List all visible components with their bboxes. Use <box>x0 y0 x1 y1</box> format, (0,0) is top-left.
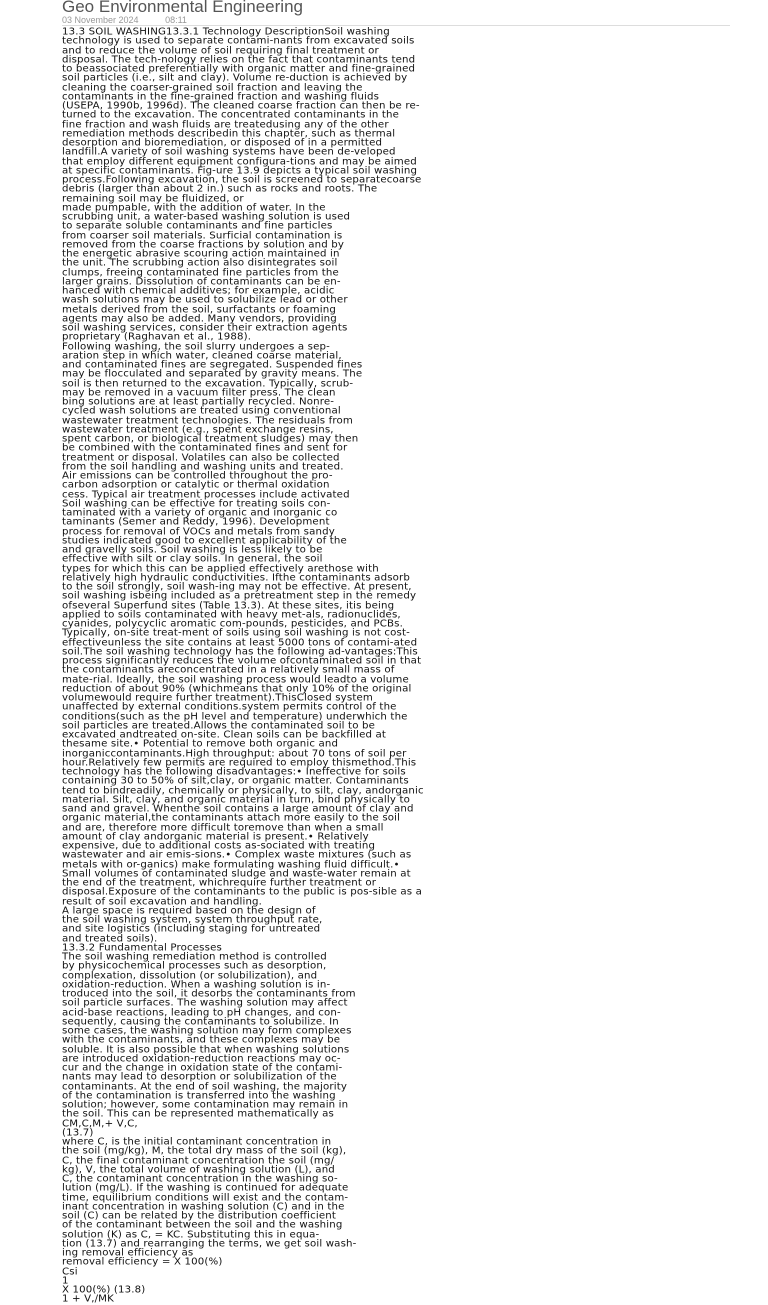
text-line: scrubbing unit, a water-based washing solution is used <box>62 212 351 223</box>
text-line: technology has the following disadvantages:• Ineffective for soils <box>62 767 406 778</box>
text-line: and to reduce the volume of soil requiring final treatment or <box>62 45 379 56</box>
text-line: wastewater and air emis-sions.• Complex waste mixtures (such as <box>62 850 412 861</box>
text-line: soil particles (i.e., silt and clay). Volume re-duction is achieved by <box>62 73 408 84</box>
text-line: be combined with the contaminated fines and sent for <box>62 443 348 454</box>
text-line: spent carbon, or biological treatment sludges) may then <box>62 434 359 445</box>
text-line: sand and gravel. Whenthe soil contains a large amount of clay and <box>62 804 414 815</box>
text-line: disposal.Exposure of the contaminants to the public is pos-sible as a <box>62 887 423 898</box>
text-line: containing 30 to 50% of silt,clay, or organic matter. Contaminants <box>62 776 409 787</box>
text-line: cess. Typical air treatment processes include activated <box>62 489 350 500</box>
text-line: the soil. This can be represented mathematically as <box>62 1109 334 1120</box>
text-line: Following washing, the soil slurry undergoes a sep- <box>62 341 330 352</box>
text-line: may be flocculated and separated by gravity means. The <box>62 369 363 380</box>
text-line: of the contamination is transferred into the washing <box>62 1090 336 1102</box>
text-line: X 100(%) (13.8) <box>62 1285 146 1296</box>
text-line: wash solutions may be used to solubilize lead or other <box>62 295 348 306</box>
text-line: soil is then returned to the excavation. Typically, scrub- <box>62 378 354 389</box>
text-line: by physicochemical processes such as desorption, <box>62 961 327 972</box>
text-line: the unit. The scrubbing action also disintegrates soil <box>62 258 338 269</box>
text-line: process for removal of VOCs and metals from sandy <box>62 526 335 537</box>
text-line: result of soil excavation and handling. <box>62 896 263 907</box>
text-line: C, the final contaminant concentration the soil (mg/ <box>62 1155 335 1166</box>
text-line: sequently, causing the contaminants to solubilize. In <box>62 1016 339 1028</box>
text-line: and treated soils). <box>62 933 158 944</box>
text-line: soluble. It is also possible that when washing solutions <box>62 1044 350 1055</box>
text-line: disposal. The tech-nology relies on the fact that contaminants tend <box>62 54 416 66</box>
text-line: soil (C) can be related by the distribution coefficient <box>62 1211 337 1222</box>
text-line: applied to soils contaminated with heavy met-als, radionuclides, <box>62 609 401 621</box>
text-line: proprietary (Raghavan et al., 1988). <box>62 332 252 343</box>
text-line: cur and the change in oxidation state of the contami- <box>62 1063 343 1074</box>
text-line: debris (larger than about 2 in.) such as rocks and roots. The <box>62 184 378 195</box>
text-line: and gravelly soils. Soil washing is less likely to be <box>62 545 323 556</box>
text-line: organic material,the contaminants attach more easily to the soil <box>62 813 401 824</box>
text-line: types for which this can be applied effectively arethose with <box>62 563 379 574</box>
text-line: removal efficiency = X 100(%) <box>62 1257 223 1268</box>
text-line: excavated andtreated on-site. Clean soils can be backfilled at <box>62 730 387 741</box>
text-line: A large space is required based on the design of <box>62 905 316 917</box>
text-line: may be removed in a vacuum filter press. The clean <box>62 387 336 399</box>
text-line: expensive, due to additional costs as-sociated with treating <box>62 841 376 852</box>
text-line: metals with or-ganics) make formulating washing fluid difficult.• <box>62 859 400 870</box>
text-line: 13.3.2 Fundamental Processes <box>62 942 222 954</box>
text-line: wastewater treatment (e.g., spent exchange resins, <box>62 424 334 436</box>
text-line: desorption and bioremediation, or disposed of in a permitted <box>62 138 383 149</box>
post-time: 08:11 <box>165 15 187 25</box>
text-line: oxidation-reduction. When a washing solution is in- <box>62 979 331 991</box>
text-line: (13.7) <box>62 1127 94 1139</box>
text-line: wastewater treatment technologies. The residuals from <box>62 415 353 426</box>
text-line: clumps, freeing contaminated fine particles from the <box>62 267 339 278</box>
text-line: soil.The soil washing technology has the following ad-vantages:This <box>62 646 418 658</box>
text-line: volumewould require further treatment).ThisClosed system <box>62 693 373 704</box>
text-line: removed from the coarse fractions by solution and by <box>62 239 345 251</box>
text-line: fine fraction and wash fluids are treatedusing any of the other <box>62 119 389 130</box>
text-line: contaminants in the fine-grained fraction and washing fluids <box>62 91 380 103</box>
text-line: nants may lead to desorption or solubilization of the <box>62 1072 337 1083</box>
text-line: at specific contaminants. Fig-ure 13.9 depicts a typical soil washing <box>62 165 418 177</box>
text-line: bing solutions are at least partially recycled. Nonre- <box>62 397 335 408</box>
text-line: soil washing isbeing included as a pretreatment step in the remedy <box>62 591 417 602</box>
text-line: of the contaminant between the soil and the washing <box>62 1220 343 1231</box>
text-line: the soil washing system, system throughput rate, <box>62 915 323 926</box>
text-line: thesame site.• Potential to remove both organic and <box>62 739 339 750</box>
text-line: solution (K) as C, = KC. Substituting this in equa- <box>62 1229 320 1240</box>
post-date: 03 November 2024 <box>62 15 139 25</box>
text-line: studies indicated good to excellent applicability of the <box>62 535 347 547</box>
header-divider <box>62 25 730 26</box>
text-line: and site logistics (including staging for untreated <box>62 924 321 935</box>
text-line: mate-rial. Ideally, the soil washing process would leadto a volume <box>62 674 409 685</box>
text-line: (USEPA, 1990b, 1996d). The cleaned coarse fraction can then be re- <box>62 101 420 112</box>
text-line: cyanides, polycyclic aromatic com-pounds, pesticides, and PCBs. <box>62 619 404 630</box>
text-line: the end of the treatment, whichrequire further treatment or <box>62 878 377 889</box>
text-line: tend to bindreadily, chemically or physically, to silt, clay, andorganic <box>62 785 424 796</box>
text-line: tion (13.7) and rearranging the terms, we get soil wash- <box>62 1238 357 1250</box>
text-line: conditions(such as the pH level and temperature) underwhich the <box>62 711 408 722</box>
text-line: 1 + V,/MK <box>62 1294 114 1305</box>
text-line: 13.3 SOIL WASHING13.3.1 Technology DescriptionSoil washing <box>62 27 390 38</box>
text-line: that employ different equipment configura-tions and may be aimed <box>62 156 417 167</box>
text-line: to separate soluble contaminants and fine particles <box>62 221 333 232</box>
text-line: Air emissions can be controlled throughout the pro- <box>62 471 333 482</box>
text-line: taminants (Semer and Reddy, 1996). Development <box>62 517 330 528</box>
text-line: C, the contaminant concentration in the washing so- <box>62 1174 338 1185</box>
document-body <box>62 27 738 1305</box>
text-line: 1 <box>62 1275 69 1287</box>
text-line: troduced into the soil, it desorbs the contaminants from <box>62 989 356 1000</box>
text-line: The soil washing remediation method is controlled <box>62 952 327 963</box>
text-line: the soil (mg/kg), M, the total dry mass of the soil (kg), <box>62 1146 347 1157</box>
text-line: to beassociated preferentially with organic matter and fine-grained <box>62 64 416 75</box>
text-line: and contaminated fines are segregated. Suspended fines <box>62 360 363 371</box>
text-line: process.Following excavation, the soil is screened to separatecoarse <box>62 175 422 186</box>
text-line: cycled wash solutions are treated using conventional <box>62 406 341 417</box>
text-line: effectiveunless the site contains at least 5000 tons of contami-ated <box>62 637 418 648</box>
text-line: reduction of about 90% (whichmeans that only 10% of the original <box>62 683 412 695</box>
text-line: soil particle surfaces. The washing solution may affect <box>62 998 348 1009</box>
text-line: inant concentration in washing solution (C) and in the <box>62 1201 345 1213</box>
text-line: taminated with a variety of organic and inorganic co <box>62 508 338 519</box>
text-line: aration step in which water, cleaned coarse material, <box>62 350 342 362</box>
text-line: Small volumes of contaminated sludge and waste-water remain at <box>62 868 411 880</box>
text-line: acid-base reactions, leading to pH changes, and con- <box>62 1007 341 1018</box>
text-line: metals derived from the soil, surfactants or foaming <box>62 304 336 315</box>
text-line: hanced with chemical additives; for example, acidic <box>62 286 335 297</box>
text-line: with the contaminants, and these complexes may be <box>62 1035 341 1046</box>
text-line: complexation, dissolution (or solubilization), and <box>62 970 318 981</box>
text-line: material. Silt, clay, and organic material in turn, bind physically to <box>62 794 410 806</box>
text-line: amount of clay andorganic material is present.• Relatively <box>62 831 369 843</box>
text-line: inorganiccontaminants.High throughput: about 70 tons of soil per <box>62 748 407 759</box>
text-line: carbon adsorption or catalytic or thermal oxidation <box>62 480 330 491</box>
text-line: hour.Relatively few permits are required to employ thismethod.This <box>62 757 417 769</box>
text-line: and are, therefore more difficult toremove than when a small <box>62 822 384 833</box>
text-line: landfill.A variety of soil washing systems have been de-veloped <box>62 147 396 158</box>
text-line: kg), V, the total volume of washing solution (L), and <box>62 1164 335 1176</box>
text-line: solution; however, some contamination may remain in <box>62 1100 349 1111</box>
text-line: treatment or disposal. Volatiles can also be collected <box>62 452 340 463</box>
text-line: to the soil strongly, soil wash-ing may not be effective. At present, <box>62 582 412 593</box>
text-line: contaminants. At the end of soil washing, the majority <box>62 1081 348 1092</box>
text-line: where C, is the initial contaminant concentration in <box>62 1137 332 1148</box>
text-line: made pumpable, with the addition of water. In the <box>62 202 326 214</box>
text-line: from the soil handling and washing units and treated. <box>62 461 344 473</box>
text-line: the energetic abrasive scouring action maintained in <box>62 249 340 260</box>
text-line: Soil washing can be effective for treating soils con- <box>62 498 331 510</box>
text-line: soil washing services, consider their extraction agents <box>62 323 348 334</box>
text-line: Typically, on-site treat-ment of soils using soil washing is not cost- <box>62 628 410 639</box>
post-meta <box>62 15 187 25</box>
text-line: soil particles are treated.Allows the contaminated soil to be <box>62 720 375 732</box>
text-line: remediation methods describedin this chapter, such as thermal <box>62 128 396 140</box>
text-line: technology is used to separate contami-nants from excavated soils <box>62 36 415 47</box>
text-line: relatively high hydraulic conductivities. Ifthe contaminants adsorb <box>62 572 410 584</box>
text-line: some cases, the washing solution may form complexes <box>62 1026 352 1037</box>
text-line: effective with silt or clay soils. In general, the soil <box>62 554 323 565</box>
text-line: ing removal efficiency as <box>62 1248 194 1259</box>
text-line: ofseveral Superfund sites (Table 13.3). At these sites, itis being <box>62 600 395 611</box>
text-line: from coarser soil materials. Surficial contamination is <box>62 230 343 241</box>
text-line: time, equilibrium conditions will exist and the contam- <box>62 1192 349 1203</box>
text-line: Csi <box>62 1266 78 1277</box>
text-line: lution (mg/L). If the washing is continued for adequate <box>62 1183 349 1194</box>
text-line: the contaminants areconcentrated in a relatively small mass of <box>62 665 395 676</box>
page-title: Geo Environmental Engineering <box>62 0 303 16</box>
text-line: unaffected by external conditions.system permits control of the <box>62 702 397 713</box>
text-line: larger grains. Dissolution of contaminants can be en- <box>62 276 341 288</box>
text-line: remaining soil may be fluidized, or <box>62 193 244 204</box>
text-line: CM,C,M,+ V,C, <box>62 1118 138 1129</box>
text-line: turned to the excavation. The concentrated contaminants in the <box>62 110 400 121</box>
text-line: agents may also be added. Many vendors, providing <box>62 313 337 325</box>
text-line: process significantly reduces the volume ofcontaminated soil in that <box>62 656 422 667</box>
text-line: cleaning the coarser-grained soil fraction and leaving the <box>62 82 363 93</box>
text-line: are introduced oxidation-reduction reactions may oc- <box>62 1053 341 1065</box>
